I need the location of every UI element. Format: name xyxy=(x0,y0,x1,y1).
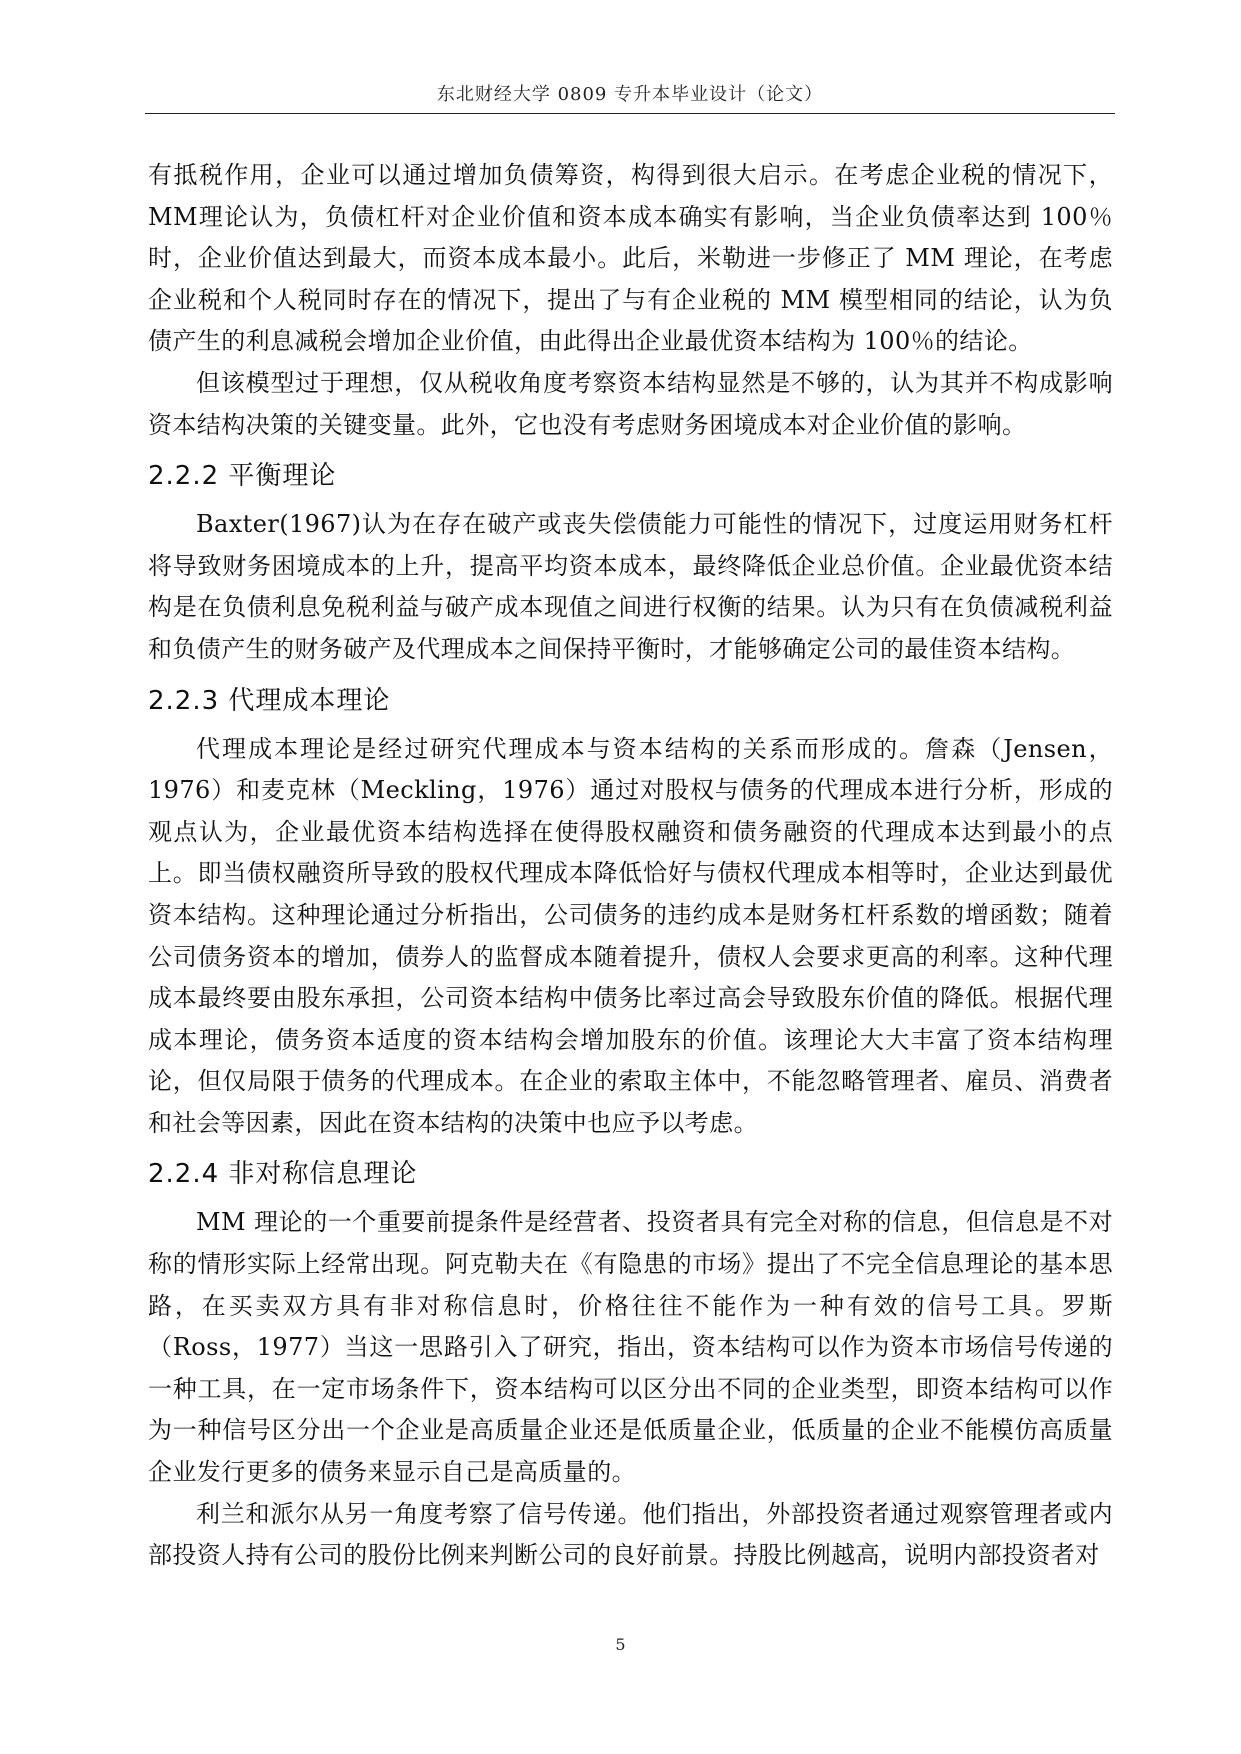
paragraph-agency-cost: 代理成本理论是经过研究代理成本与资本结构的关系而形成的。詹森（Jensen，1976）和麦克林（Meckling，1976）通过对股权与债务的代理成本进行分析，形成的观点认为，企业最优资本结构选择在使得股权融资和债务融资的代理成本达到最小的点上。即当债权融资所导致的股权代理成本降低恰好与债权代理成本相等时，企业达到最优资本结构。这种理论通过分析指出，公司债务的违约成本是财务杠杆系数的增函数；随着公司债务资本的增加，债券人的监督成本随着提升，债权人会要求更高的利率。这种代理成本最终要由股东承担，公司资本结构中债务比率过高会导致股东价值的降低。根据代理成本理论，债务资本适度的资本结构会增加股东的价值。该理论大大丰富了资本结构理论，但仅局限于债务的代理成本。在企业的索取主体中，不能忽略管理者、雇员、消费者和社会等因素，因此在资本结构的决策中也应予以考虑。 xyxy=(148,734,1113,1137)
paragraph-model-critique: 但该模型过于理想，仅从税收角度考察资本结构显然是不够的，认为其并不构成影响资本结构决策的关键变量。此外，它也没有考虑财务困境成本对企业价值的影响。 xyxy=(148,368,1113,439)
paragraph-asymmetric-info: MM 理论的一个重要前提条件是经营者、投资者具有完全对称的信息，但信息是不对称的情形实际上经常出现。阿克勒夫在《有隐患的市场》提出了不完全信息理论的基本思路，在买卖双方具有非对称信息时，价格往往不能作为一种有效的信号工具。罗斯（Ross，1977）当这一思路引入了研究，指出，资本结构可以作为资本市场信号传递的一种工具，在一定市场条件下，资本结构可以区分出不同的企业类型，即资本结构可以作为一种信号区分出一个企业是高质量企业还是低质量企业，低质量的企业不能模仿高质量企业发行更多的债务来显示自己是高质量的。 xyxy=(148,1208,1113,1487)
section-heading-agency-cost: 2.2.3 代理成本理论 xyxy=(148,685,391,716)
document-body xyxy=(148,155,1113,1577)
page-header: 东北财经大学 0809 专升本毕业设计（论文） xyxy=(436,84,824,105)
page-number: 5 xyxy=(615,1635,626,1654)
section-heading-trade-off: 2.2.2 平衡理论 xyxy=(148,461,337,492)
header-divider xyxy=(145,113,1115,114)
paragraph-mm-tax: 有抵税作用，企业可以通过增加负债筹资，构得到很大启示。在考虑企业税的情况下，MM理论认为，负债杠杆对企业价值和资本成本确实有影响，当企业负债率达到 100％时，企业价值达到最大，而资本成本最小。此后，米勒进一步修正了 MM 理论，在考虑企业税和个人税同时存在的情况下，提出了与有企业税的 MM 模型相同的结论，认为负债产生的利息减税会增加企业价值，由此得出企业最优资本结构为 100％的结论。 xyxy=(148,161,1113,356)
paragraph-trade-off: Baxter(1967)认为在存在破产或丧失偿债能力可能性的情况下，过度运用财务杠杆将导致财务困境成本的上升，提高平均资本成本，最终降低企业总价值。企业最优资本结构是在负债利息免税利益与破产成本现值之间进行权衡的结果。认为只有在负债减税利益和负债产生的财务破产及代理成本之间保持平衡时，才能够确定公司的最佳资本结构。 xyxy=(148,510,1113,663)
paragraph-signaling: 利兰和派尔从另一角度考察了信号传递。他们指出，外部投资者通过观察管理者或内部投资人持有公司的股份比例来判断公司的良好前景。持股比例越高，说明内部投资者对 xyxy=(148,1499,1113,1570)
section-heading-asymmetric-info: 2.2.4 非对称信息理论 xyxy=(148,1159,418,1190)
